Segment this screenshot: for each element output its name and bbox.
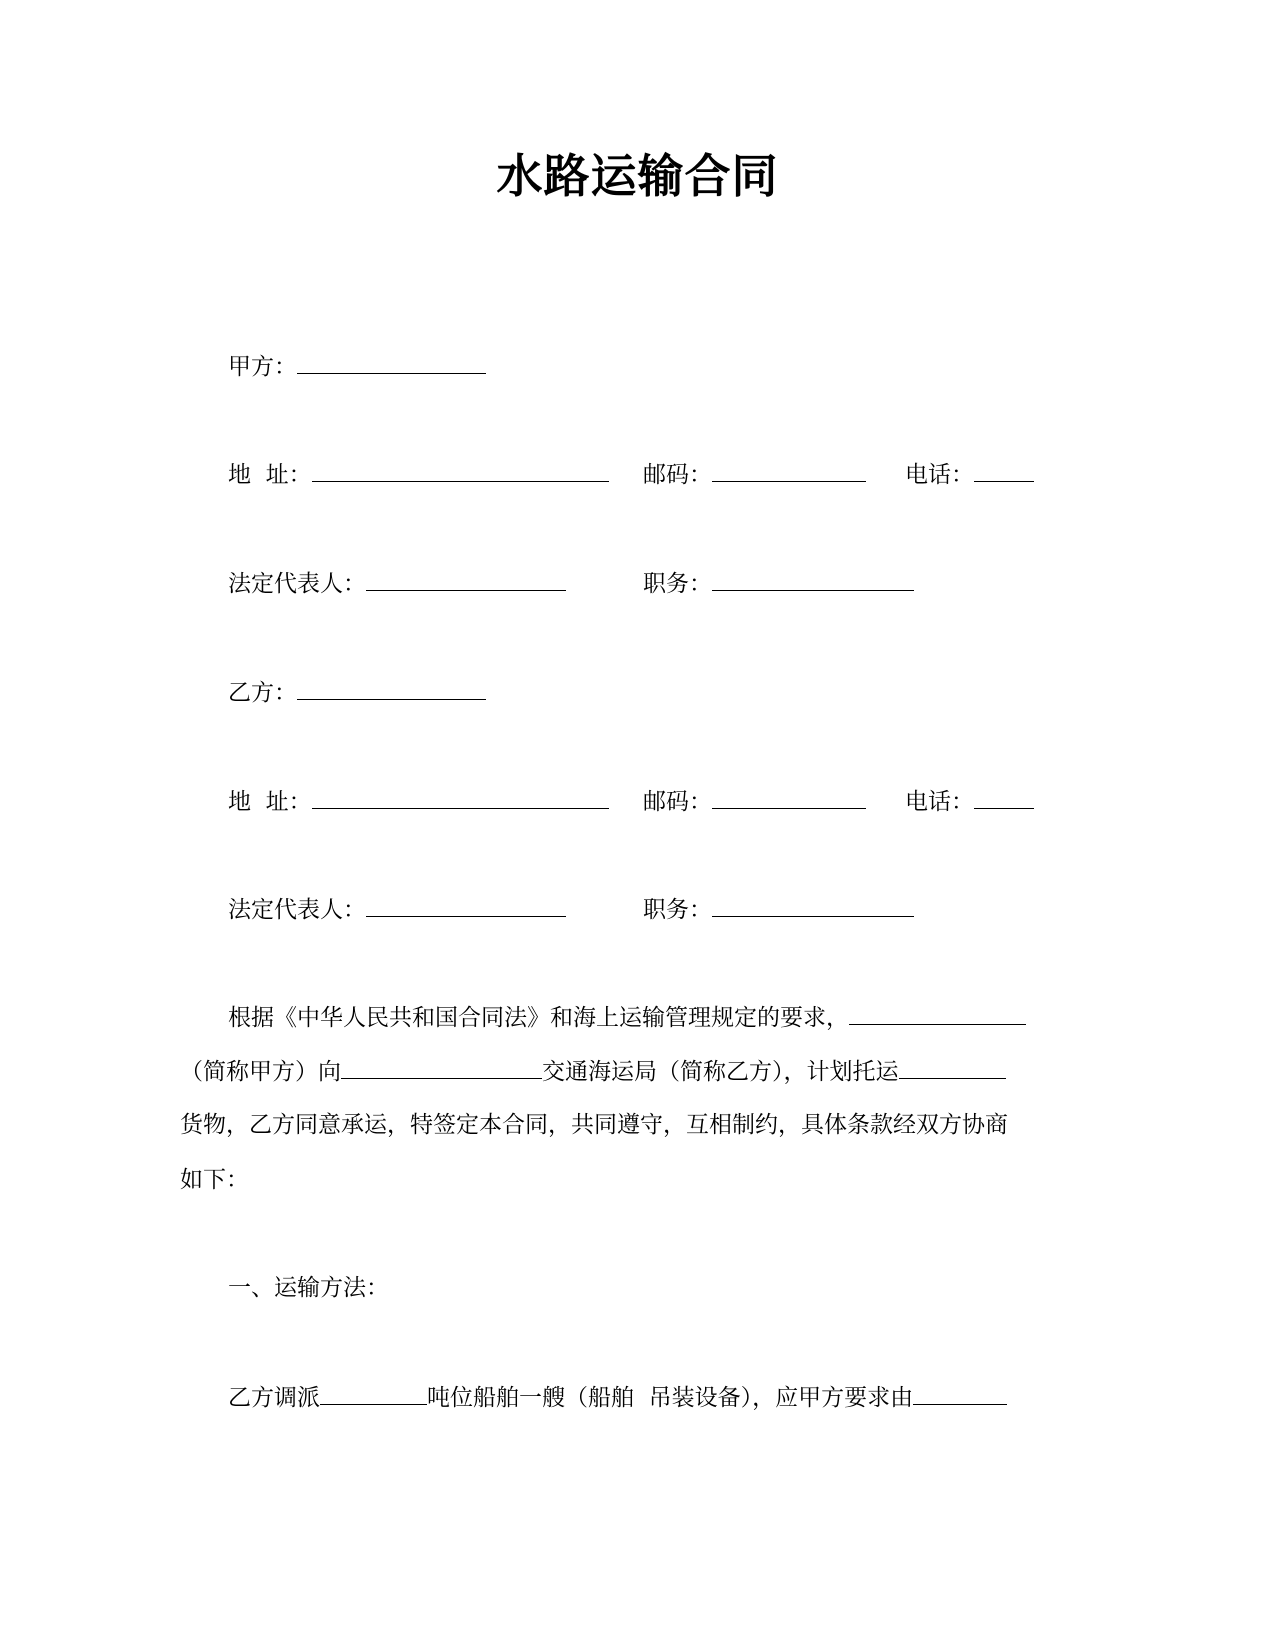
party-a-phone-row: [905, 459, 1034, 490]
party-a-address-row: [228, 459, 609, 490]
party-a-position-label: 职务：: [643, 571, 712, 597]
preamble-line-2-text-b: 交通海运局（简称乙方），计划托运: [542, 1059, 899, 1085]
preamble-line-4: [180, 1165, 249, 1195]
party-a-phone-label: 电话：: [905, 462, 974, 488]
party-a-position-row: [643, 568, 914, 599]
party-b-position-field[interactable]: [712, 894, 914, 917]
party-b-rep-field[interactable]: [366, 894, 566, 917]
party-a-postcode-row: [643, 459, 866, 490]
party-b-phone-label: 电话：: [905, 789, 974, 815]
party-b-postcode-label: 邮码：: [643, 789, 712, 815]
ship-tonnage-field[interactable]: [320, 1382, 427, 1405]
party-b-phone-row: [905, 786, 1034, 817]
party-b-address-label: 地 址：: [228, 789, 312, 815]
party-b-name-label: 乙方：: [228, 680, 297, 706]
preamble-line-3-text: 货物，乙方同意承运，特签定本合同，共同遵守，互相制约，具体条款经双方协商: [180, 1112, 1008, 1138]
section-1-heading-text: 一、运输方法：: [228, 1275, 389, 1301]
party-a-name-field[interactable]: [297, 351, 486, 374]
party-b-org-field[interactable]: [341, 1056, 542, 1079]
party-b-address-field[interactable]: [312, 786, 609, 809]
party-a-name-row: [228, 351, 486, 382]
party-a-postcode-label: 邮码：: [643, 462, 712, 488]
section-1-line-1-text-b: 吨位船舶一艘（船舶 吊装设备），应甲方要求由: [427, 1385, 914, 1411]
party-a-fullname-field[interactable]: [849, 1002, 1026, 1025]
preamble-line-1: [228, 1002, 1026, 1033]
section-1-line-1: [228, 1382, 1007, 1413]
party-a-phone-field[interactable]: [974, 459, 1034, 482]
preamble-line-4-text: 如下：: [180, 1167, 249, 1193]
party-a-position-field[interactable]: [712, 568, 914, 591]
party-a-rep-row: [228, 568, 566, 599]
party-b-position-row: [643, 894, 914, 925]
party-a-postcode-field[interactable]: [712, 459, 866, 482]
section-1-heading: [228, 1273, 389, 1303]
party-b-position-label: 职务：: [643, 897, 712, 923]
origin-port-field[interactable]: [913, 1382, 1007, 1405]
party-a-rep-label: 法定代表人：: [228, 571, 366, 597]
cargo-name-field[interactable]: [899, 1056, 1006, 1079]
party-b-name-row: [228, 677, 486, 708]
party-b-rep-label: 法定代表人：: [228, 897, 366, 923]
section-1-line-1-text-a: 乙方调派: [228, 1385, 320, 1411]
document-title: 水路运输合同: [496, 149, 779, 203]
party-a-name-label: 甲方：: [228, 354, 297, 380]
party-b-address-row: [228, 786, 609, 817]
preamble-line-2: [180, 1056, 1006, 1087]
party-b-phone-field[interactable]: [974, 786, 1034, 809]
party-a-address-field[interactable]: [312, 459, 609, 482]
party-b-rep-row: [228, 894, 566, 925]
party-a-rep-field[interactable]: [366, 568, 566, 591]
party-b-name-field[interactable]: [297, 677, 486, 700]
preamble-line-3: [180, 1110, 1008, 1140]
preamble-line-1-text: 根据《中华人民共和国合同法》和海上运输管理规定的要求，: [228, 1005, 849, 1031]
party-b-postcode-row: [643, 786, 866, 817]
party-b-postcode-field[interactable]: [712, 786, 866, 809]
preamble-line-2-text-a: （简称甲方）向: [180, 1059, 341, 1085]
party-a-address-label: 地 址：: [228, 462, 312, 488]
